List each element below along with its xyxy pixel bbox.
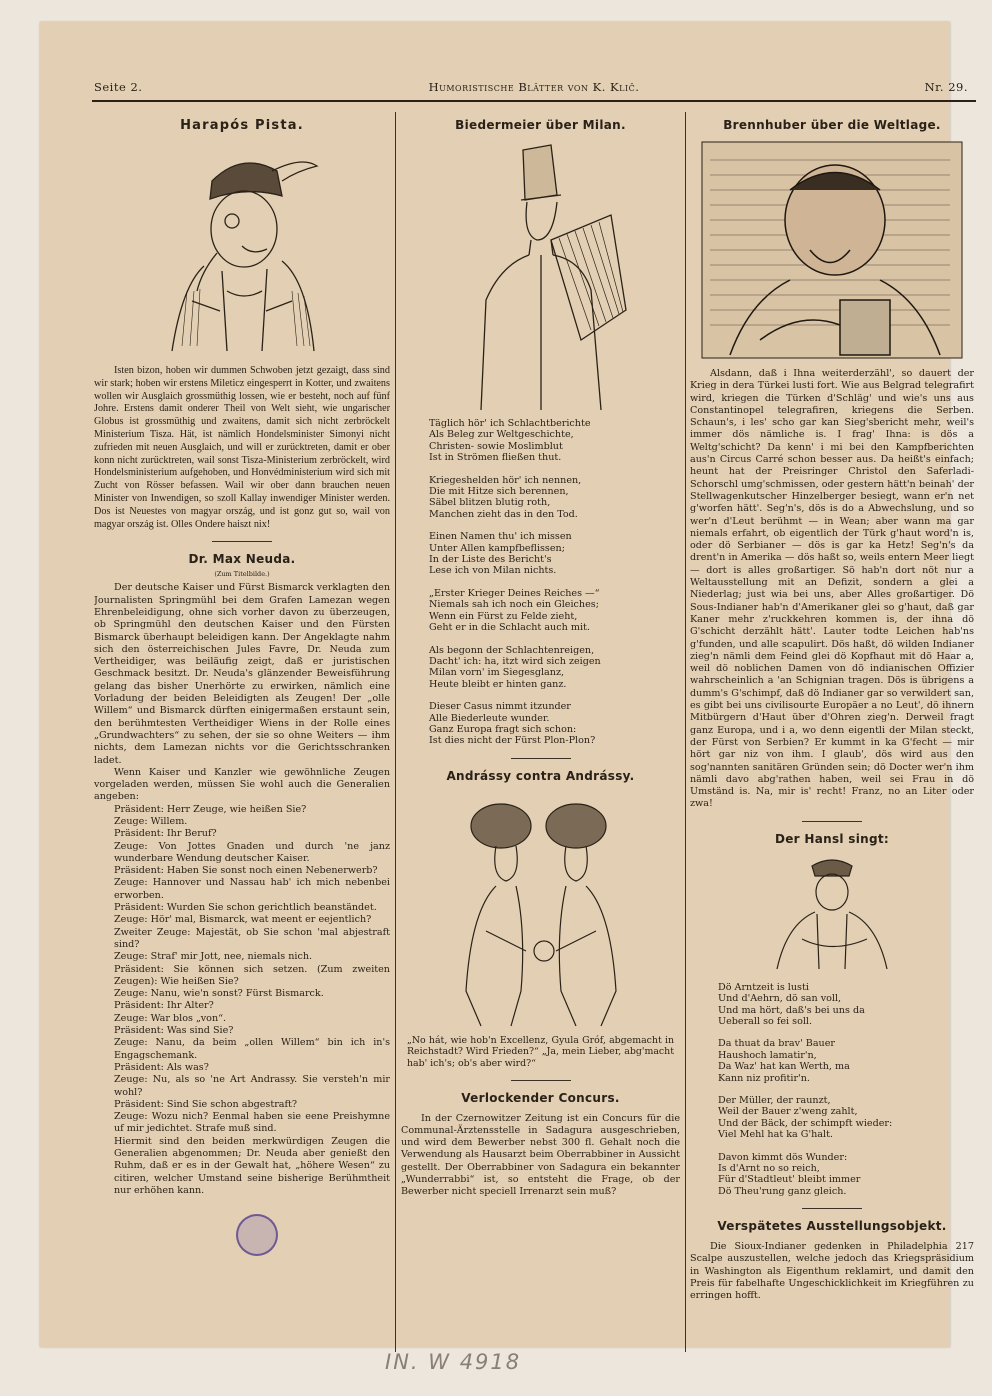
divider xyxy=(802,1208,862,1209)
poem-line: Als Beleg zur Weltgeschichte, xyxy=(429,429,574,441)
poem-line: Da Waz' hat kan Werth, ma xyxy=(718,1061,850,1073)
page-header xyxy=(94,76,974,100)
divider xyxy=(511,758,571,759)
dialogue-line: Präsident: Was sind Sie? xyxy=(114,1025,234,1037)
dialogue-line: Zeuge: Straf' mir Jott, nee, niemals nich. xyxy=(114,951,313,963)
column-left xyxy=(94,112,390,1352)
article-subtitle: (Zum Titelbilde.) xyxy=(214,570,270,579)
poem-line: Und d'Aehrn, dö san voll, xyxy=(718,993,842,1005)
dialogue-line: Präsident: Als was? xyxy=(114,1061,209,1073)
poem-line: Dacht' ich: ha, itzt wird sich zeigen xyxy=(429,655,601,667)
poem-line: Kann niz profitir'n. xyxy=(718,1072,810,1084)
poem-biedermeier xyxy=(401,418,680,747)
poem-stanza xyxy=(718,982,974,1028)
poem-line: Für d'Stadtleut' bleibt immer xyxy=(718,1174,861,1186)
dialogue-line: Zeuge: Hör' mal, Bismarck, wat meent er eejentlich? xyxy=(114,914,372,926)
poem-line: Haushoch lamatir'n, xyxy=(718,1049,817,1061)
page-number: Seite 2. xyxy=(94,80,143,94)
article-title-concurs: Verlockender Concurs. xyxy=(461,1090,620,1105)
poem-line: „Erster Krieger Deines Reiches —“ xyxy=(429,587,600,599)
poem-stanza xyxy=(429,475,680,521)
handwritten-shelfmark: IN. W 4918 xyxy=(385,1350,522,1374)
article-title-ausstellung: Verspätetes Ausstellungsobjekt. xyxy=(717,1219,947,1234)
poem-line: Kriegeshelden hör' ich nennen, xyxy=(429,474,582,486)
caricature-harapos-pista xyxy=(142,141,342,361)
article-title-neuda: Dr. Max Neuda. xyxy=(188,552,296,567)
caricature-hansl xyxy=(757,854,907,974)
dialogue-line: Zeuge: Nu, als so 'ne Art Andrassy. Sie versteh'n mir wohl? xyxy=(114,1074,390,1098)
dialogue-block xyxy=(94,804,390,1198)
page xyxy=(88,72,980,1362)
newspaper-sheet xyxy=(40,22,974,1347)
poem-line: Täglich hör' ich Schlachtberichte xyxy=(429,418,591,429)
poem-line: Einen Namen thu' ich missen xyxy=(429,531,572,543)
article-title-biedermeier: Biedermeier über Milan. xyxy=(455,118,626,132)
poem-line: Viel Mehl hat ka G'halt. xyxy=(718,1129,833,1141)
masthead-title: Humoristische Blätter von K. Klič. xyxy=(428,80,640,94)
article-title-hansl: Der Hansl singt: xyxy=(774,831,890,846)
article-body: Wenn Kaiser und Kanzler wie gewöhnliche Zeugen vorgeladen werden, müssen Sie wohl auch die Generalien angeben: xyxy=(94,766,390,803)
caricature-soldier-accordion xyxy=(441,140,641,410)
poem-stanza xyxy=(718,1038,974,1084)
poem-line: Dö Arntzeit is lusti xyxy=(718,981,809,993)
column-rule xyxy=(395,112,396,1352)
poem-stanza xyxy=(429,418,680,464)
poem-line: Da thuat da brav' Bauer xyxy=(718,1038,835,1050)
column-middle xyxy=(401,112,680,1352)
article-body: Alsdann, daß i Ihna weiterderzähl', so dauert der Krieg in dera Türkei lusti fort. Wie aus Belgrad telegrafirt wird, kriegen die Türken d'Schläg' und wie's uns aus Constantinopel telegrafiren, kriegens die Serben. Schaun's, i les' scho gar kan Sieg'sbericht mehr, weil's immer dös nämliche is. I frag' Ihna: is dös a Weltg'schicht? Da kenn' i mi bei den Kampfberichten aus'n Circus Carré schon besser aus. Da heißt's einfach; heunt hat der Preisringer Christol den Saferladi-Schorschl umg'schmissen, oder gestern hätt'n beinah' der Stellwagenkutscher Hinzelberger besiegt, wann er'n net g'worfen hätt'. Seg'n's, dös is do a Abwechslung, und so wer'n d'Leut berühmt — in Wean; aber wann ma gar niemals erfahrt, ob eigentlich der Türk g'haut word'n is, oder dö Serbianer — dös is gar ka Hetz! Seg'n's da drent'n in Amerika — dös haßt so, weils entern Meer liegt — dort is alles großartiger. Sö hab'n dort nöt nur a Weltausstellung mit an Defizit, sondern a glei a Niederlag; just wia bei uns, aber Alles großartiger. Dö Sous-Indianer hab'n d'Amerikaner glei so g'haut, daß gar Kaner mehr z'ruckkehren kommen is, der ihna dö G'schicht derzählt hätt'. Lauter todte Leichen hab'ns g'funden, und alle scapulirt. Dös haßt, dö wilden Indianer zieg'n nämli dem Feind glei dö Kopfhaut mit dö Haar a, weil dö noblichen Damen von dö indianischen Offizier wahrscheinlich a 'an Schignian tragen. Dös is übrigens a dumm's G'schimpf, daß dö Indianer gar so verwildert san, es gibt bei uns civilisourte Europäer a no Leut', dö ihnern Mitbürgern d'Haut über d'Ohren zieg'n. Derweil fragt ganz Europa, und i a, wo denn eigentli der Milan steckt, der Fürst von Serbien? Er kummt in ka G'fecht — mir hört gar niz von ihm. I glaub', dös wird aus den sog'nannten sanitären Gründen sein; dö Docter wer'n ihm nämli davo abg'rathen haben, weil sei Frau in dö Umständ is. Na, mir is' recht! Franz, no an Liter oder zwa! xyxy=(690,368,974,810)
dialogue-line: Zeuge: Von Jottes Gnaden und durch 'ne janz wunderbare Wendung deutscher Kaiser. xyxy=(114,840,390,864)
dialogue-line: Präsident: Haben Sie sonst noch einen Nebenerwerb? xyxy=(114,865,378,877)
poem-line: Ist dies nicht der Fürst Plon-Plon? xyxy=(429,735,596,747)
poem-line: Und der Bäck, der schimpft wieder: xyxy=(718,1117,893,1129)
poem-line: Unter Allen kampfbeflissen; xyxy=(429,542,565,554)
dialogue-line: Zeuge: Willem. xyxy=(114,816,188,827)
poem-line: Alle Biederleute wunder. xyxy=(429,712,550,724)
dialogue-line: Zweiter Zeuge: Majestät, ob Sie schon 'mal abjestraft sind? xyxy=(114,926,390,950)
caricature-brennhuber xyxy=(700,140,964,360)
poem-line: Milan vorn' im Siegesglanz, xyxy=(429,667,565,679)
poem-line: Ganz Europa fragt sich schon: xyxy=(429,723,577,735)
poem-line: In der Liste des Bericht's xyxy=(429,554,552,566)
dialogue-line: Präsident: Sind Sie schon abgestraft? xyxy=(114,1098,298,1110)
column-right xyxy=(690,112,974,1352)
article-title-andrassy: Andrássy contra Andrássy. xyxy=(446,768,635,783)
poem-line: Ist in Strömen fließen thut. xyxy=(429,452,562,464)
divider xyxy=(802,821,862,822)
article-title-harapos-pista: Harapós Pista. xyxy=(180,118,304,133)
poem-line: Ueberall so fei soll. xyxy=(718,1015,813,1027)
header-rule xyxy=(92,100,976,102)
dialogue-line: Zeuge: Hannover und Nassau hab' ich mich nebenbei erworben. xyxy=(114,877,390,901)
divider xyxy=(212,541,272,542)
poem-line: Als begonn der Schlachtenreigen, xyxy=(429,644,595,656)
poem-stanza xyxy=(429,701,680,747)
poem-stanza xyxy=(429,588,680,634)
dialogue-line: Präsident: Herr Zeuge, wie heißen Sie? xyxy=(114,803,307,815)
dialogue-line: Zeuge: Wozu nich? Eenmal haben sie eene Preishymne uf mir jedichtet. Strafe muß sind. xyxy=(114,1111,390,1135)
column-rule xyxy=(685,112,686,1352)
poem-line: Heute bleibt er hinten ganz. xyxy=(429,678,567,690)
poem-line: Christen- sowie Moslimblut xyxy=(429,440,563,452)
article-body: Isten bizon, hoben wir dummen Schwoben jetzt gezaigt, dass sind wir stark; hoben wir erstens Mileticz eingesperrt in Kotter, und zwaitens wollen wir Ausglaich grossmüthig lossen, wie er besteht, noch auf fünf Johre. Erstens damit onderer Theil von Welt sieht, wie ungarischer Globus ist grossmüthig und zwaitens, damit sich nicht zerbröckelt Ministerium Tisza. Hät, ist nämlich Hondelsminister Simonyi nicht zufrieden mit neuen Ausglaich, und will er zurücktreten, damit er ober konn nicht zurücktreten, wail sonst Tisza-Ministerium zerbröckelt, wird Hondelsministerium aufgehoben, und Honvédministerium wird sich mit Zucht von Rösser befassen. Wail wir ober dann brauchen neuen Minister von Inwendigen, so szoll Kallay inwendiger Minister werden. Dos ist Neuestes von magyar ország, und ist gonz gut so, wail von magyar ország ist. Olles Ondere haiszt nix! xyxy=(94,365,390,530)
dialogue-line: Präsident: Wurden Sie schon gerichtlich beanständet. xyxy=(114,902,377,914)
poem-line: Weil der Bauer z'weng zahlt, xyxy=(718,1106,858,1118)
poem-stanza xyxy=(429,531,680,577)
poem-line: Dieser Casus nimmt itzunder xyxy=(429,701,571,713)
poem-line: Niemals sah ich noch ein Gleiches; xyxy=(429,599,599,611)
article-body: In der Czernowitzer Zeitung ist ein Concurs für die Communal-Ärztensstelle in Sadagura ausgeschrieben, und wird dem Bewerber nebst 300 fl. Gehalt noch die Verwendung als Hausarzt beim Oberrabbiner in Aussicht gestellt. Der Oberrabbiner von Sadagura ein bekannter „Wunderrabbi“ ist, so entsteht die Frage, ob der Bewerber nicht speciell Irrenarzt sein muß? xyxy=(401,1112,680,1198)
library-stamp xyxy=(236,1214,278,1256)
poem-line: Wenn ein Fürst zu Felde zieht, xyxy=(429,610,578,622)
poem-line: Dö Theu'rung ganz gleich. xyxy=(718,1185,847,1197)
divider xyxy=(511,1080,571,1081)
poem-line: Is d'Arnt no so reich, xyxy=(718,1162,820,1174)
poem-line: Geht er in die Schlacht auch mit. xyxy=(429,622,590,634)
poem-stanza xyxy=(718,1095,974,1141)
dialogue-line: Zeuge: Nanu, wie'n sonst? Fürst Bismarck. xyxy=(114,988,324,1000)
dialogue-line: Hiermit sind den beiden merkwürdigen Zeugen die Generalien abgenommen; Dr. Neuda aber genießt den Ruhm, daß er es in der Gewalt hat, „höhere Wesen“ zu citiren, welcher Umstand seine bisherige Berühmtheit nur erhöhen kann. xyxy=(114,1135,390,1196)
illustration-caption: „No hát, wie hob'n Excellenz, Gyula Gróf, abgemacht in Reichstadt? Wird Frieden?“ „Ja, mein Lieber, abg'macht hab' ich's; ob's aber wird?“ xyxy=(407,1034,674,1069)
dialogue-line: Zeuge: War blos „von“. xyxy=(114,1012,227,1024)
article-body: Der deutsche Kaiser und Fürst Bismarck verklagten den Journalisten Springmühl bei dem Grafen Lamezan wegen Ehrenbeleidigung, ohne sich vorher davon zu überzeugen, ob Springmühl den deutschen Kaiser und den Fürsten Bismarck überhaupt beleidigen kann. Der Angeklagte nahm sich den österreichischen Jules Favre, Dr. Neuda zum Vertheidiger, was beiläufig zeigt, daß er juristischen Geschmack besitzt. Dr. Neuda's glänzender Beweisführung gelang das bisher Unerhörte zu erwirken, nämlich eine Vorladung der beiden Beleidigten als Zeugen! Der „olle Willem“ und Bismarck dürften einigermaßen erstaunt sein, den berühmtesten Vertheidiger Wiens in der Rolle eines „Grundwachters“ zu sehen, der sie so ohne Weiters — ihm nichts, dem Lamezan nichts vor die Gerichtsschranken ladet. xyxy=(94,582,390,766)
poem-line: Die mit Hitze sich berennen, xyxy=(429,486,569,498)
poem-stanza xyxy=(429,645,680,691)
poem-stanza xyxy=(718,1152,974,1198)
poem-line: Davon kimmt dös Wunder: xyxy=(718,1151,848,1163)
poem-line: Der Müller, der raunzt, xyxy=(718,1094,831,1106)
poem-line: Säbel blitzen blutig roth, xyxy=(429,497,551,509)
dialogue-line: Präsident: Sie können sich setzen. (Zum zweiten Zeugen): Wie heißen Sie? xyxy=(114,963,390,987)
poem-hansl xyxy=(690,982,974,1198)
poem-line: Und ma hört, daß's bei uns da xyxy=(718,1004,865,1016)
caricature-andrassy-pair xyxy=(426,791,656,1031)
poem-line: Lese ich von Milan nichts. xyxy=(429,565,557,577)
dialogue-line: Zeuge: Nanu, da beim „ollen Willem“ bin ich in's Engagschemank. xyxy=(114,1037,390,1061)
poem-line: Manchen zieht das in den Tod. xyxy=(429,508,578,520)
article-title-brennhuber: Brennhuber über die Weltlage. xyxy=(723,118,941,132)
article-body: Die Sioux-Indianer gedenken in Philadelphia 217 Scalpe auszustellen, welche jedoch das Kriegspräsidium in Washington als Eigenthum reklamirt, und damit den Preis für fabelhafte Ungeschicklichkeit im Kriegführen zu erringen hofft. xyxy=(690,1241,974,1302)
dialogue-line: Präsident: Ihr Alter? xyxy=(114,1000,214,1012)
issue-number: Nr. 29. xyxy=(924,80,968,94)
dialogue-line: Präsident: Ihr Beruf? xyxy=(114,828,217,840)
